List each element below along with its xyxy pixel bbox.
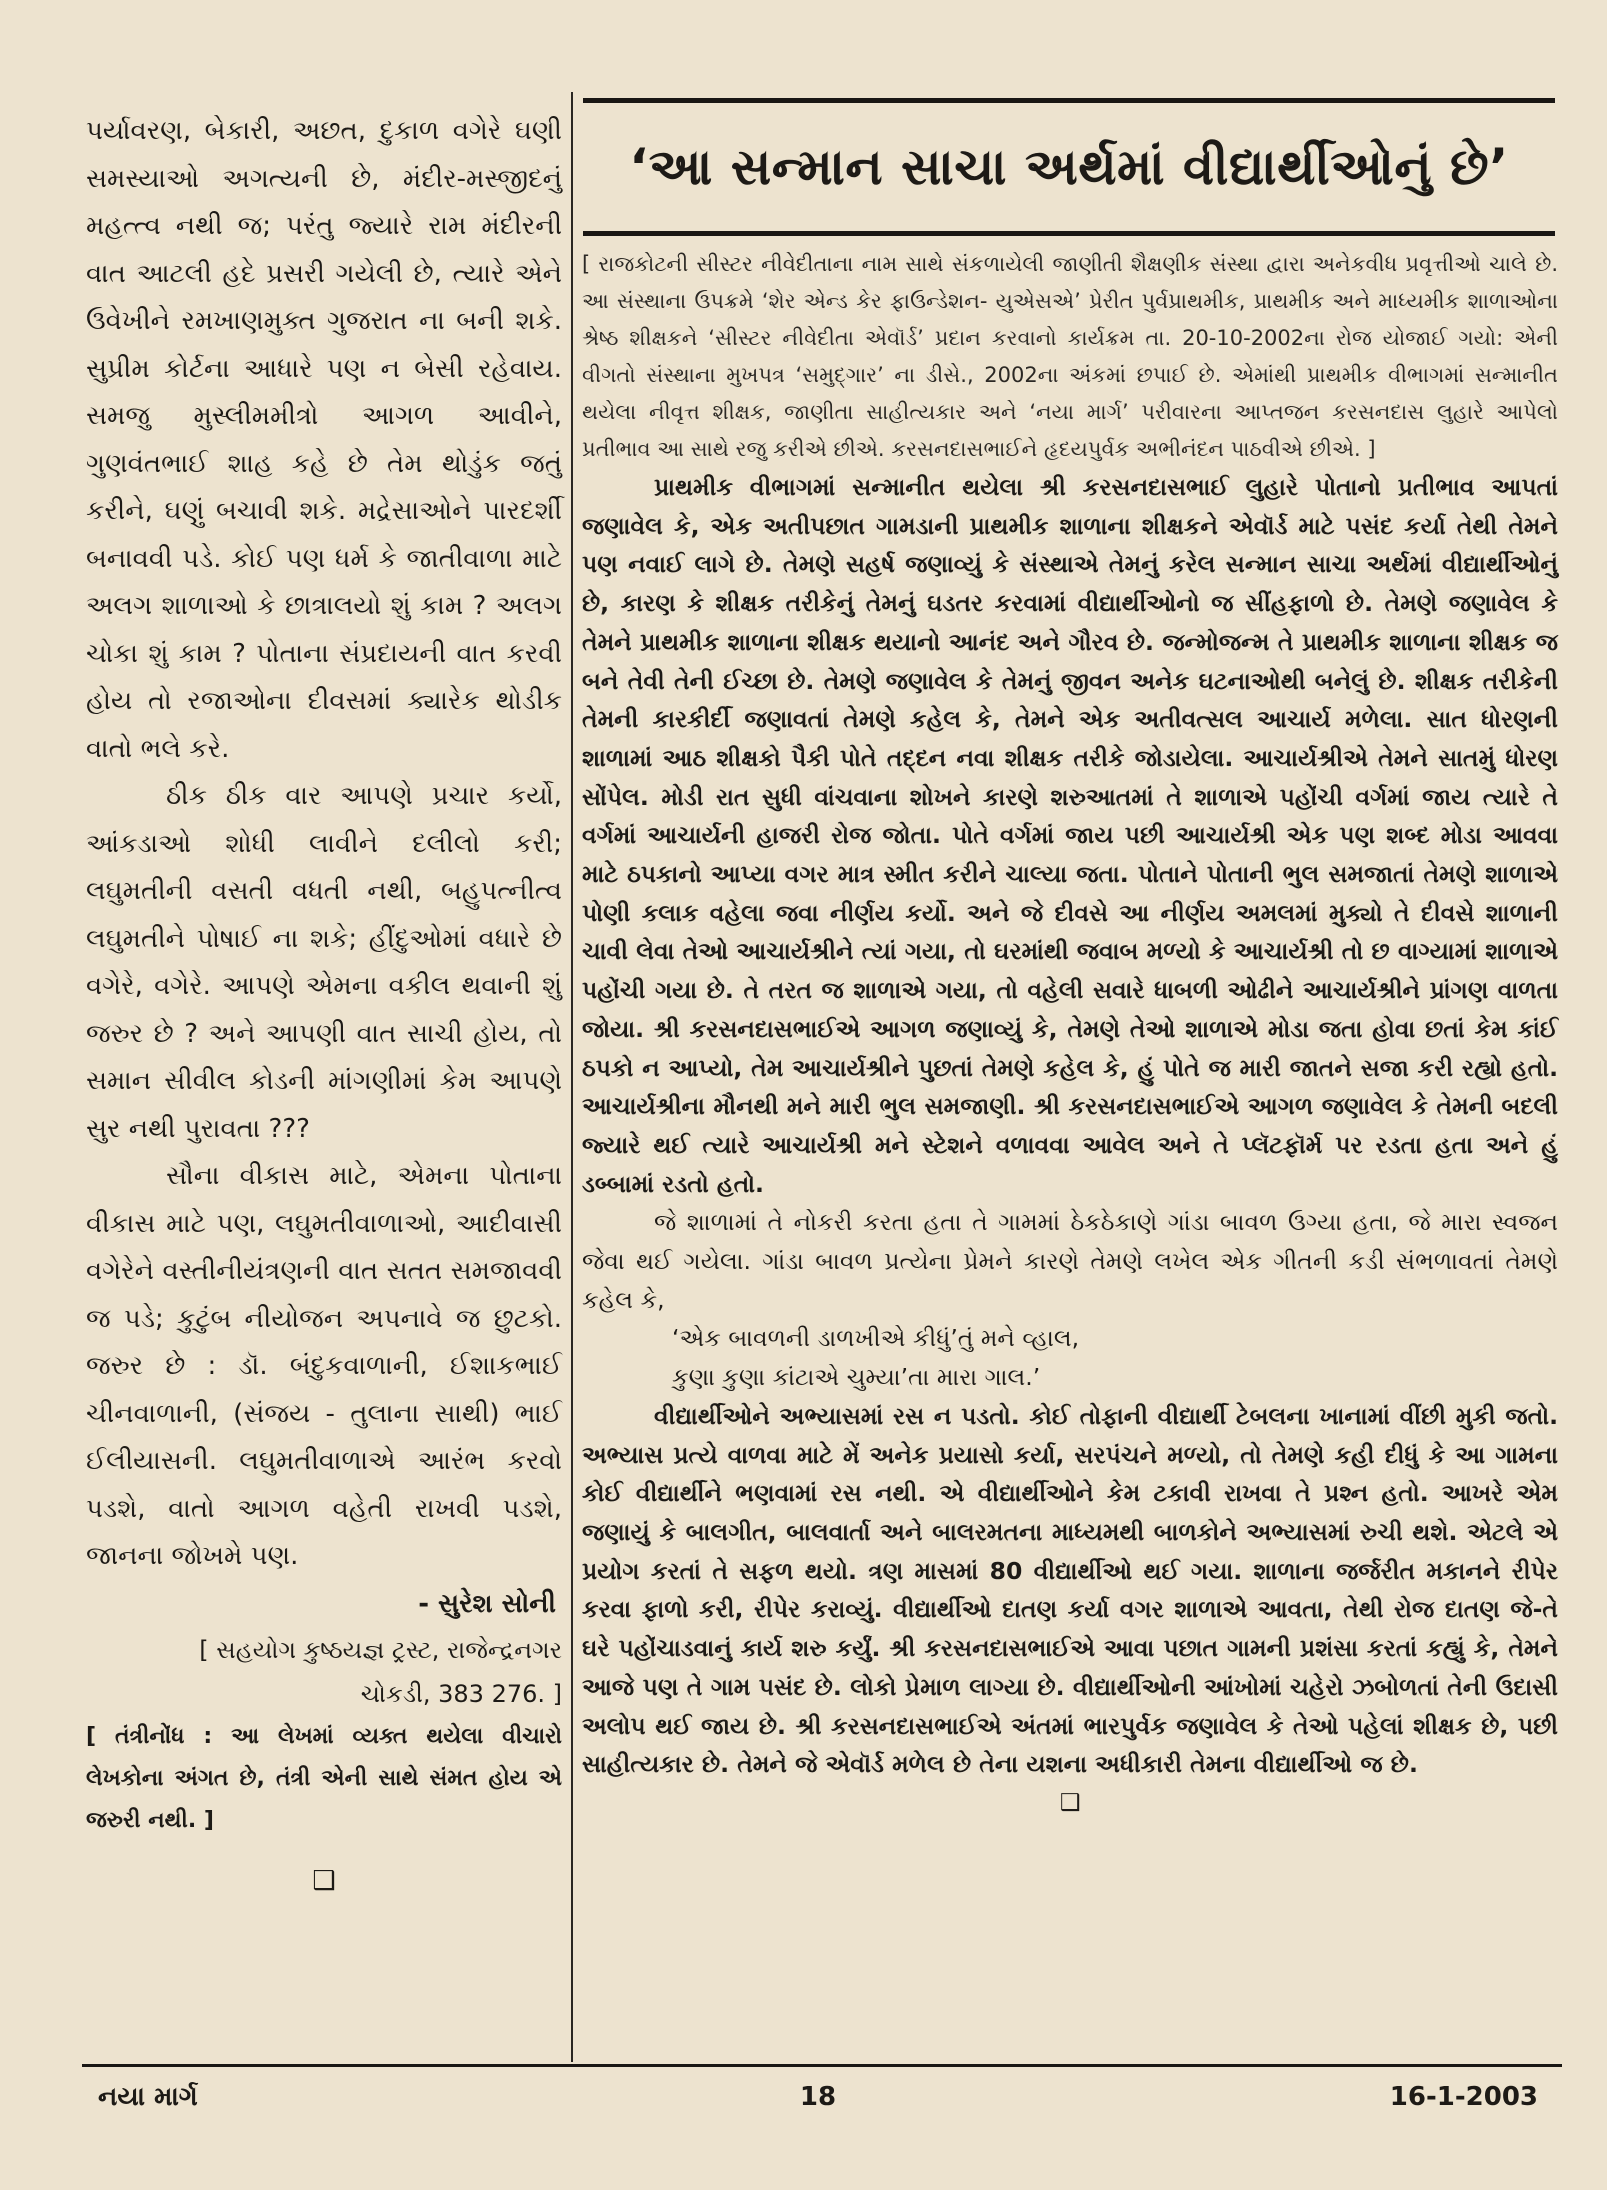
article-title: ‘આ સન્માન સાચા અર્થમાં વીદ્યાર્થીઓનું છે’ [629, 137, 1509, 196]
left-paragraph-3: સૌના વીકાસ માટે, એમના પોતાના વીકાસ માટે પણ, લઘુમતીવાળાઓ, આદીવાસી વગેરેને વસ્તીનીયંત્રણની વાત સતત સમજાવવી જ પડે; કુટુંબ નીયોજન અપનાવે જ છુટકો. જરુર છે : ડૉ. બંદુકવાળાની, ઈશાકભાઈ ચીનવાળાની, (સંજય - તુલાના સાથી) ભાઈ ઈલીયાસની. લઘુમતીવાળાએ આરંભ કરવો પડશે, વાતો આગળ વહેતી રાખવી પડશે, જાનના જોખમે પણ. [86, 1161, 562, 1571]
page-footer [98, 2082, 1538, 2122]
end-mark-icon: ❑ [312, 1866, 336, 1896]
poem-line-2: કુણા કુણા કાંટાએ ચુમ્યા’તા મારા ગાલ.’ [672, 1363, 1041, 1392]
left-paragraph-1: પર્યાવરણ, બેકારી, અછત, દુકાળ વગેરે ઘણી સમસ્યાઓ અગત્યની છે, મંદીર-મસ્જીદનું મહત્ત્વ નથી જ; પરંતુ જ્યારે રામ મંદીરની વાત આટલી હદે પ્રસરી ગયેલી છે, ત્યારે એને ઉવેખીને રમખાણમુક્ત ગુજરાત ના બની શકે. સુપ્રીમ કોર્ટના આધારે પણ ન બેસી રહેવાય. સમજુ મુસ્લીમમીત્રો આગળ આવીને, ગુણવંતભાઈ શાહ કહે છે તેમ થોડુંક જતું કરીને, ઘણું બચાવી શકે. મદ્રેસાઓને પારદર્શી બનાવવી પડે. કોઈ પણ ધર્મ કે જાતીવાળા માટે અલગ શાળાઓ કે છાત્રાલયો શું કામ ? અલગ ચોકા શું કામ ? પોતાના સંપ્રદાયની વાત કરવી હોય તો રજાઓના દીવસમાં ક્યારેક થોડીક વાતો ભલે કરે. [86, 116, 562, 764]
article-body-2: જે શાળામાં તે નોકરી કરતા હતા તે ગામમાં ઠેકઠેકાણે ગાંડા બાવળ ઉગ્યા હતા, જે મારા સ્વજન જેવા થઈ ગયેલા. ગાંડા બાવળ પ્રત્યેના પ્રેમને કારણે તેમણે લખેલ એક ગીતની કડી સંભળાવતાં તેમણે કહેલ કે, [582, 1208, 1558, 1314]
page-number: 18 [799, 2082, 837, 2112]
issue-date: 16-1-2003 [1389, 2082, 1538, 2112]
publication-name: નયા માર્ગ [98, 2082, 198, 2112]
author-address-line-2: ચોકડી, 383 276. ] [360, 1680, 562, 1708]
article-intro: [ રાજકોટની સીસ્ટર નીવેદીતાના નામ સાથે સંકળાયેલી જાણીતી શૈક્ષણીક સંસ્થા દ્વારા અનેકવીધ પ્રવૃત્તીઓ ચાલે છે. આ સંસ્થાના ઉપક્રમે ‘શેર એન્ડ કેર ફાઉન્ડેશન- યુએસએ’ પ્રેરીત પુર્વપ્રાથમીક, પ્રાથમીક અને માધ્યમીક શાળાઓના શ્રેષ્ઠ શીક્ષકને ‘સીસ્ટર નીવેદીતા એવૉર્ડ’ પ્રદાન કરવાનો કાર્યક્રમ તા. 20-10-2002ના રોજ યોજાઈ ગયો: એની વીગતો સંસ્થાના મુખપત્ર ‘સમુદ્ગાર’ ના ડીસે., 2002ના અંકમાં છપાઈ છે. એમાંથી પ્રાથમીક વીભાગમાં સન્માનીત થયેલા નીવૃત્ત શીક્ષક, જાણીતા સાહીત્યકાર અને ‘નયા માર્ગ’ પરીવારના આપ્તજન કરસનદાસ લુહારે આપેલો પ્રતીભાવ આ સાથે રજુ કરીએ છીએ. કરસનદાસભાઈને હૃદયપુર્વક અભીનંદન પાઠવીએ છીએ. ] [582, 252, 1558, 461]
column-divider [571, 92, 573, 2062]
left-column-article [86, 108, 562, 1906]
right-column-article [582, 246, 1558, 1822]
author-signature: - સુરેશ સોની [418, 1588, 556, 1619]
footer-rule [82, 2064, 1562, 2067]
author-address-line-1: [ સહયોગ કુષ્ઠયજ્ઞ ટ્રસ્ટ, રાજેન્દ્રનગર [199, 1636, 562, 1664]
article-body-3: વીદ્યાર્થીઓને અભ્યાસમાં રસ ન પડતો. કોઈ તોફાની વીદ્યાર્થી ટેબલના ખાનામાં વીંછી મુકી જતો. અભ્યાસ પ્રત્યે વાળવા માટે મેં અનેક પ્રયાસો કર્યા, સરપંચને મળ્યો, તો તેમણે કહી દીધું કે આ ગામના કોઈ વીદ્યાર્થીને ભણવામાં રસ નથી. એ વીદ્યાર્થીઓને કેમ ટકાવી રાખવા તે પ્રશ્ન હતો. આખરે એમ જણાયું કે બાલગીત, બાલવાર્તા અને બાલરમતના માધ્યમથી બાળકોને અભ્યાસમાં રુચી થશે. એટલે એ પ્રયોગ કરતાં તે સફળ થયો. ત્રણ માસમાં 80 વીદ્યાર્થીઓ થઈ ગયા. શાળાના જર્જરીત મકાનને રીપેર કરવા ફાળો કરી, રીપેર કરાવ્યું. વીદ્યાર્થીઓ દાતણ કર્યા વગર શાળાએ આવતા, તેથી રોજ દાતણ જે-તે ઘરે પહોંચાડવાનું કાર્ય શરુ કર્યું. શ્રી કરસનદાસભાઈએ આવા પછાત ગામની પ્રશંસા કરતાં કહ્યું કે, તેમને આજે પણ તે ગામ પસંદ છે. લોકો પ્રેમાળ લાગ્યા છે. વીદ્યાર્થીઓની આંખોમાં ચહેરો ઝબોળતાં તેની ઉદાસી અલોપ થઈ જાય છે. શ્રી કરસનદાસભાઈએ અંતમાં ભારપુર્વક જણાવેલ કે તેઓ પહેલાં શીક્ષક છે, પછી સાહીત્યકાર છે. તેમને જે એવૉર્ડ મળેલ છે તેના યશના અધીકારી તેમના વીદ્યાર્થીઓ જ છે. [582, 1401, 1558, 1779]
article-end-mark-icon: ❑ [1059, 1789, 1081, 1816]
editor-note: [ તંત્રીનોંધ : આ લેખમાં વ્યક્ત થયેલા વીચારો લેખકોના અંગત છે, તંત્રી એની સાથે સંમત હોય એ જરુરી નથી. ] [86, 1724, 562, 1833]
poem-line-1: ‘એક બાવળની ડાળખીએ કીધું’તું મને વ્હાલ, [672, 1324, 1080, 1353]
article-body-1: પ્રાથમીક વીભાગમાં સન્માનીત થયેલા શ્રી કરસનદાસભાઈ લુહારે પોતાનો પ્રતીભાવ આપતાં જણાવેલ કે, એક અતીપછાત ગામડાની પ્રાથમીક શાળાના શીક્ષકને એવૉર્ડ માટે પસંદ કર્યા તેથી તેમને પણ નવાઈ લાગે છે. તેમણે સહર્ષ જણાવ્યું કે સંસ્થાએ તેમનું કરેલ સન્માન સાચા અર્થમાં વીદ્યાર્થીઓનું છે, કારણ કે શીક્ષક તરીકેનું તેમનું ઘડતર કરવામાં વીદ્યાર્થીઓનો જ સીંહફાળો છે. તેમણે જણાવેલ કે તેમને પ્રાથમીક શાળાના શીક્ષક થયાનો આનંદ અને ગૌરવ છે. જન્મોજન્મ તે પ્રાથમીક શાળાના શીક્ષક જ બને તેવી તેની ઈચ્છા છે. તેમણે જણાવેલ કે તેમનું જીવન અનેક ઘટનાઓથી બનેલું છે. શીક્ષક તરીકેની તેમની કારકીર્દી જણાવતાં તેમણે કહેલ કે, તેમને એક અતીવત્સલ આચાર્ય મળેલા. સાત ધોરણની શાળામાં આઠ શીક્ષકો પૈકી પોતે તદ્દન નવા શીક્ષક તરીકે જોડાયેલા. આચાર્યશ્રીએ તેમને સાતમું ધોરણ સોંપેલ. મોડી રાત સુધી વાંચવાના શોખને કારણે શરુઆતમાં તે શાળાએ પહોંચી વર્ગમાં જાય ત્યારે તે વર્ગમાં આચાર્યની હાજરી રોજ જોતા. પોતે વર્ગમાં જાય પછી આચાર્યશ્રી એક પણ શબ્દ મોડા આવવા માટે ઠપકાનો આપ્યા વગર માત્ર સ્મીત કરીને ચાલ્યા જતા. પોતાને પોતાની ભુલ સમજાતાં તેમણે શાળાએ પોણી કલાક વહેલા જવા નીર્ણય કર્યો. અને જે દીવસે આ નીર્ણય અમલમાં મુક્યો તે દીવસે શાળાની ચાવી લેવા તેઓ આચાર્યશ્રીને ત્યાં ગયા, તો ઘરમાંથી જવાબ મળ્યો કે આચાર્યશ્રી તો છ વાગ્યામાં શાળાએ પહોંચી ગયા છે. તે તરત જ શાળાએ ગયા, તો વહેલી સવારે ધાબળી ઓઢીને આચાર્યશ્રીને પ્રાંગણ વાળતા જોયા. શ્રી કરસનદાસભાઈએ આગળ જણાવ્યું કે, તેમણે તેઓ શાળાએ મોડા જતા હોવા છતાં કેમ કાંઈ ઠપકો ન આપ્યો, તેમ આચાર્યશ્રીને પુછતાં તેમણે કહેલ કે, હું પોતે જ મારી જાતને સજા કરી રહ્યો હતો. આચાર્યશ્રીના મૌનથી મને મારી ભુલ સમજાણી. શ્રી કરસનદાસભાઈએ આગળ જણાવેલ કે તેમની બદલી જ્યારે થઈ ત્યારે આચાર્યશ્રી મને સ્ટેશને વળાવવા આવેલ અને તે પ્લૅટફૉર્મ પર રડતા હતા અને હું ડબ્બામાં રડતો હતો. [582, 473, 1558, 1198]
left-paragraph-2: ઠીક ઠીક વાર આપણે પ્રચાર કર્યો, આંકડાઓ શોધી લાવીને દલીલો કરી; લઘુમતીની વસતી વધતી નથી, બહુપત્નીત્વ લઘુમતીને પોષાઈ ના શકે; હીંદુઓમાં વધારે છે વગેરે, વગેરે. આપણે એમના વકીલ થવાની શું જરુર છે ? અને આપણી વાત સાચી હોય, તો સમાન સીવીલ કોડની માંગણીમાં કેમ આપણે સુર નથી પુરાવતા ??? [86, 781, 562, 1144]
article-title-box [583, 98, 1555, 236]
